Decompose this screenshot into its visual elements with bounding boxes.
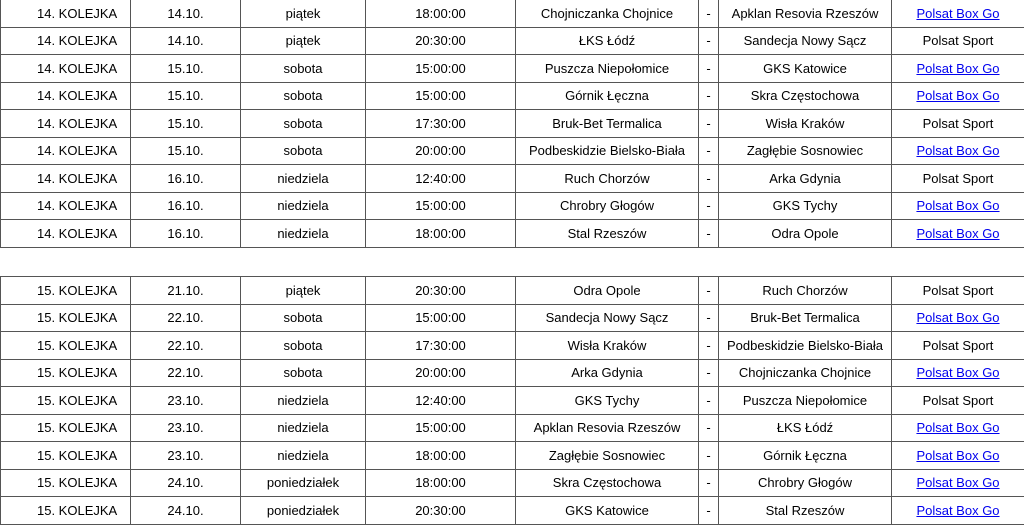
round-cell: 14. KOLEJKA [1,220,131,248]
separator-cell: - [699,387,719,415]
broadcaster-link[interactable]: Polsat Box Go [916,198,1000,214]
round-15-rows [1,277,1024,525]
day-cell: niedziela [241,414,366,442]
table-row [1,0,1024,27]
home-team-cell: Podbeskidzie Bielsko-Biała [516,137,699,165]
day-cell: sobota [241,304,366,332]
away-team-cell: Skra Częstochowa [719,82,892,110]
time-cell: 18:00:00 [366,0,516,27]
away-team-cell: Apklan Resovia Rzeszów [719,0,892,27]
broadcaster-cell: Polsat Sport [892,110,1024,138]
day-cell: poniedziałek [241,497,366,525]
separator-cell: - [699,497,719,525]
table-row [1,82,1024,110]
table-row [1,332,1024,360]
day-cell: sobota [241,55,366,83]
day-cell: poniedziałek [241,469,366,497]
broadcaster-cell [892,469,1024,497]
separator-cell: - [699,442,719,470]
separator-cell: - [699,359,719,387]
time-cell: 15:00:00 [366,82,516,110]
date-cell: 24.10. [131,469,241,497]
table-row [1,442,1024,470]
separator-cell: - [699,27,719,55]
table-row [1,165,1024,193]
date-cell: 21.10. [131,277,241,305]
day-cell: niedziela [241,387,366,415]
date-cell: 15.10. [131,110,241,138]
table-row [1,220,1024,248]
home-team-cell: Górnik Łęczna [516,82,699,110]
table-row [1,110,1024,138]
round-cell: 15. KOLEJKA [1,497,131,525]
away-team-cell: Chrobry Głogów [719,469,892,497]
time-cell: 20:30:00 [366,497,516,525]
away-team-cell: Puszcza Niepołomice [719,387,892,415]
day-cell: niedziela [241,220,366,248]
round-cell: 15. KOLEJKA [1,304,131,332]
broadcaster-cell: Polsat Sport [892,165,1024,193]
date-cell: 14.10. [131,27,241,55]
away-team-cell: Chojniczanka Chojnice [719,359,892,387]
round-14-rows [1,0,1024,247]
round-cell: 15. KOLEJKA [1,414,131,442]
table-row [1,359,1024,387]
date-cell: 22.10. [131,332,241,360]
broadcaster-link[interactable]: Polsat Box Go [916,143,1000,159]
broadcaster-link[interactable]: Polsat Box Go [916,365,1000,381]
date-cell: 15.10. [131,82,241,110]
home-team-cell: Skra Częstochowa [516,469,699,497]
home-team-cell: Zagłębie Sosnowiec [516,442,699,470]
home-team-cell: Apklan Resovia Rzeszów [516,414,699,442]
day-cell: sobota [241,110,366,138]
broadcaster-link[interactable]: Polsat Box Go [916,502,1000,518]
round-cell: 15. KOLEJKA [1,387,131,415]
away-team-cell: Bruk-Bet Termalica [719,304,892,332]
round-cell: 14. KOLEJKA [1,110,131,138]
date-cell: 23.10. [131,442,241,470]
away-team-cell: Podbeskidzie Bielsko-Biała [719,332,892,360]
time-cell: 20:00:00 [366,137,516,165]
broadcaster-link[interactable]: Polsat Box Go [916,5,1000,21]
day-cell: sobota [241,332,366,360]
time-cell: 20:30:00 [366,277,516,305]
home-team-cell: Arka Gdynia [516,359,699,387]
away-team-cell: ŁKS Łódź [719,414,892,442]
day-cell: niedziela [241,165,366,193]
time-cell: 12:40:00 [366,387,516,415]
time-cell: 15:00:00 [366,192,516,220]
away-team-cell: Odra Opole [719,220,892,248]
round-15-schedule-table [0,276,1024,525]
table-row [1,277,1024,305]
home-team-cell: GKS Katowice [516,497,699,525]
away-team-cell: Ruch Chorzów [719,277,892,305]
broadcaster-cell [892,442,1024,470]
broadcaster-link[interactable]: Polsat Box Go [916,310,1000,326]
date-cell: 16.10. [131,192,241,220]
broadcaster-link[interactable]: Polsat Box Go [916,88,1000,104]
day-cell: sobota [241,137,366,165]
broadcaster-link[interactable]: Polsat Box Go [916,225,1000,241]
broadcaster-link[interactable]: Polsat Box Go [916,420,1000,436]
broadcaster-link[interactable]: Polsat Box Go [916,475,1000,491]
separator-cell: - [699,137,719,165]
round-cell: 14. KOLEJKA [1,137,131,165]
broadcaster-cell [892,82,1024,110]
table-row [1,192,1024,220]
time-cell: 15:00:00 [366,414,516,442]
round-cell: 15. KOLEJKA [1,442,131,470]
time-cell: 17:30:00 [366,110,516,138]
date-cell: 16.10. [131,165,241,193]
broadcaster-cell [892,497,1024,525]
home-team-cell: Ruch Chorzów [516,165,699,193]
day-cell: piątek [241,0,366,27]
away-team-cell: GKS Tychy [719,192,892,220]
time-cell: 15:00:00 [366,304,516,332]
date-cell: 24.10. [131,497,241,525]
away-team-cell: GKS Katowice [719,55,892,83]
home-team-cell: Bruk-Bet Termalica [516,110,699,138]
separator-cell: - [699,220,719,248]
home-team-cell: Stal Rzeszów [516,220,699,248]
round-cell: 15. KOLEJKA [1,332,131,360]
time-cell: 12:40:00 [366,165,516,193]
broadcaster-cell [892,0,1024,27]
date-cell: 23.10. [131,414,241,442]
home-team-cell: Chrobry Głogów [516,192,699,220]
broadcaster-cell [892,414,1024,442]
separator-cell: - [699,165,719,193]
table-row [1,55,1024,83]
home-team-cell: Wisła Kraków [516,332,699,360]
round-cell: 14. KOLEJKA [1,0,131,27]
time-cell: 20:30:00 [366,27,516,55]
separator-cell: - [699,332,719,360]
round-cell: 14. KOLEJKA [1,165,131,193]
home-team-cell: Sandecja Nowy Sącz [516,304,699,332]
date-cell: 16.10. [131,220,241,248]
separator-cell: - [699,414,719,442]
separator-cell: - [699,55,719,83]
date-cell: 22.10. [131,304,241,332]
round-cell: 14. KOLEJKA [1,27,131,55]
broadcaster-cell [892,55,1024,83]
round-cell: 14. KOLEJKA [1,82,131,110]
away-team-cell: Wisła Kraków [719,110,892,138]
day-cell: niedziela [241,442,366,470]
broadcaster-cell [892,192,1024,220]
date-cell: 15.10. [131,55,241,83]
round-cell: 14. KOLEJKA [1,192,131,220]
day-cell: piątek [241,277,366,305]
time-cell: 18:00:00 [366,469,516,497]
day-cell: sobota [241,82,366,110]
home-team-cell: ŁKS Łódź [516,27,699,55]
date-cell: 15.10. [131,137,241,165]
time-cell: 15:00:00 [366,55,516,83]
broadcaster-link[interactable]: Polsat Box Go [916,60,1000,76]
day-cell: niedziela [241,192,366,220]
away-team-cell: Arka Gdynia [719,165,892,193]
home-team-cell: Puszcza Niepołomice [516,55,699,83]
away-team-cell: Sandecja Nowy Sącz [719,27,892,55]
separator-cell: - [699,192,719,220]
separator-cell: - [699,0,719,27]
away-team-cell: Górnik Łęczna [719,442,892,470]
separator-cell: - [699,82,719,110]
table-row [1,387,1024,415]
table-row [1,27,1024,55]
table-row [1,469,1024,497]
separator-cell: - [699,277,719,305]
table-row [1,137,1024,165]
round-cell: 15. KOLEJKA [1,277,131,305]
round-cell: 14. KOLEJKA [1,55,131,83]
round-cell: 15. KOLEJKA [1,469,131,497]
broadcaster-cell: Polsat Sport [892,332,1024,360]
home-team-cell: GKS Tychy [516,387,699,415]
broadcaster-cell: Polsat Sport [892,27,1024,55]
table-row [1,497,1024,525]
separator-cell: - [699,304,719,332]
time-cell: 17:30:00 [366,332,516,360]
home-team-cell: Odra Opole [516,277,699,305]
time-cell: 18:00:00 [366,220,516,248]
broadcaster-cell [892,304,1024,332]
round-cell: 15. KOLEJKA [1,359,131,387]
broadcaster-cell [892,137,1024,165]
time-cell: 18:00:00 [366,442,516,470]
time-cell: 20:00:00 [366,359,516,387]
broadcaster-cell: Polsat Sport [892,387,1024,415]
separator-cell: - [699,110,719,138]
home-team-cell: Chojniczanka Chojnice [516,0,699,27]
table-row [1,414,1024,442]
broadcaster-cell: Polsat Sport [892,277,1024,305]
separator-cell: - [699,469,719,497]
date-cell: 14.10. [131,0,241,27]
round-14-schedule-table [0,0,1024,248]
table-row [1,304,1024,332]
date-cell: 23.10. [131,387,241,415]
away-team-cell: Stal Rzeszów [719,497,892,525]
broadcaster-link[interactable]: Polsat Box Go [916,447,1000,463]
broadcaster-cell [892,220,1024,248]
day-cell: piątek [241,27,366,55]
away-team-cell: Zagłębie Sosnowiec [719,137,892,165]
day-cell: sobota [241,359,366,387]
broadcaster-cell [892,359,1024,387]
date-cell: 22.10. [131,359,241,387]
